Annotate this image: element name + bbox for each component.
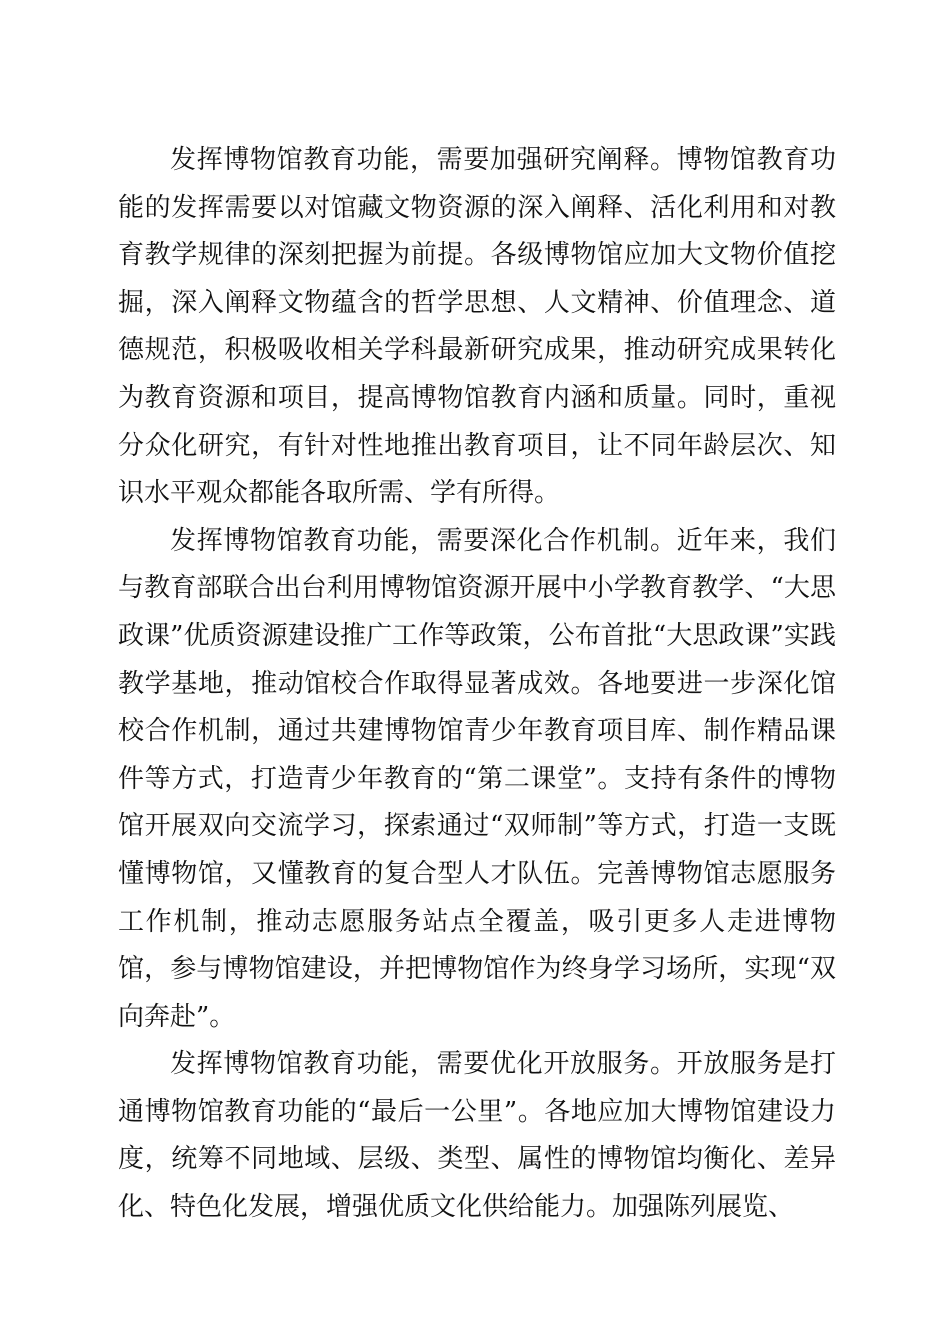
paragraph-research: 发挥博物馆教育功能，需要加强研究阐释。博物馆教育功能的发挥需要以对馆藏文物资源的深入阐释、活化利用和对教育教学规律的深刻把握为前提。各级博物馆应加大文物价值挖掘，深入阐释文物蕴含的哲学思想、人文精神、价值理念、道德规范，积极吸收相关学科最新研究成果，推动研究成果转化为教育资源和项目，提高博物馆教育内涵和质量。同时，重视分众化研究，有针对性地推出教育项目，让不同年龄层次、知识水平观众都能各取所需、学有所得。 bbox=[118, 145, 836, 509]
paragraph-open-service: 发挥博物馆教育功能，需要优化开放服务。开放服务是打通博物馆教育功能的“最后一公里”。各地应加大博物馆建设力度，统筹不同地域、层级、类型、属性的博物馆均衡化、差异化、特色化发展，增强优质文化供给能力。加强陈列展览、 bbox=[118, 1049, 836, 1223]
document-body bbox=[118, 137, 836, 1232]
paragraph-cooperation: 发挥博物馆教育功能，需要深化合作机制。近年来，我们与教育部联合出台利用博物馆资源开展中小学教育教学、“大思政课”优质资源建设推广工作等政策，公布首批“大思政课”实践教学基地，推动馆校合作取得显著成效。各地要进一步深化馆校合作机制，通过共建博物馆青少年教育项目库、制作精品课件等方式，打造青少年教育的“第二课堂”。支持有条件的博物馆开展双向交流学习，探索通过“双师制”等方式，打造一支既懂博物馆，又懂教育的复合型人才队伍。完善博物馆志愿服务工作机制，推动志愿服务站点全覆盖，吸引更多人走进博物馆，参与博物馆建设，并把博物馆作为终身学习场所，实现“双向奔赴”。 bbox=[118, 525, 836, 1032]
